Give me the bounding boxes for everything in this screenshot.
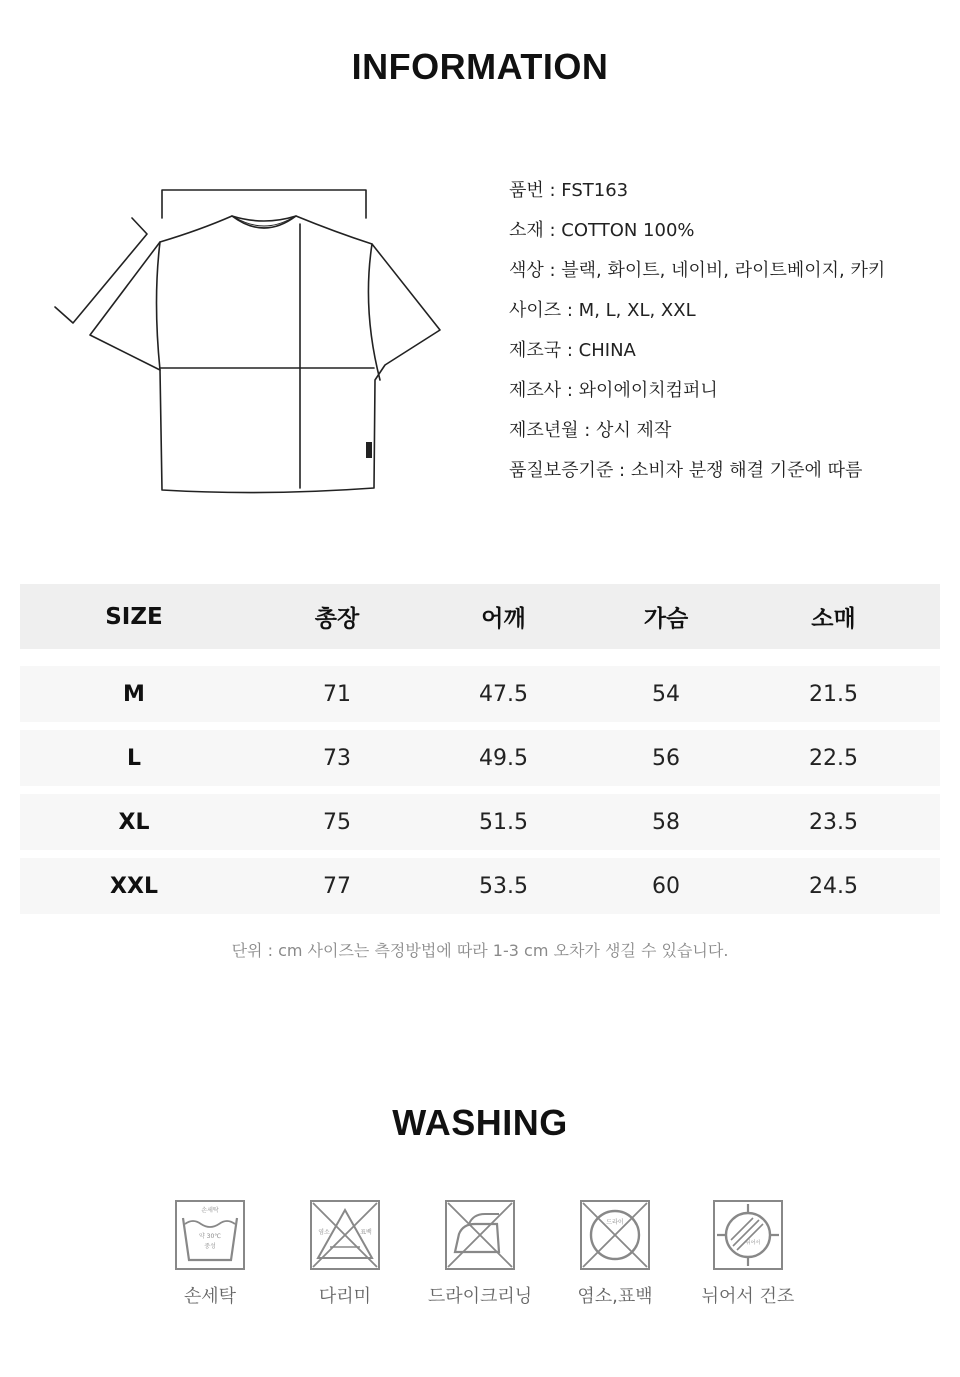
info-item-manufacture-date: 제조년월 : 상시 제작 [509, 420, 672, 441]
cell-length: 75 [323, 809, 351, 835]
cell-sleeve: 21.5 [809, 681, 858, 707]
wash-item-hand-wash [135, 1200, 285, 1308]
wash-label: 다리미 [318, 1286, 372, 1307]
size-table-header [20, 584, 940, 649]
info-item-product-code: 품번 : FST163 [509, 180, 629, 201]
wash-label: 손세탁 [183, 1286, 237, 1307]
cell-chest: 56 [652, 745, 680, 771]
cell-shoulder: 47.5 [479, 681, 528, 707]
washing-title: WASHING [392, 1102, 568, 1143]
cell-size: XXL [110, 873, 158, 899]
dry-flat-text: 뉘어서 [745, 1240, 761, 1246]
no-bleach-icon [310, 1200, 380, 1270]
cell-shoulder: 53.5 [479, 873, 528, 899]
hand-wash-temp: 약 30℃ [198, 1233, 222, 1240]
cell-sleeve: 24.5 [809, 873, 858, 899]
header-shoulder: 어깨 [481, 606, 526, 632]
header-chest: 가슴 [643, 606, 689, 632]
cell-shoulder: 51.5 [479, 809, 528, 835]
information-title: INFORMATION [351, 46, 609, 87]
cell-shoulder: 49.5 [479, 745, 528, 771]
cell-length: 73 [323, 745, 351, 771]
cell-length: 77 [323, 873, 351, 899]
wash-label: 염소,표백 [577, 1286, 653, 1307]
no-iron-icon [445, 1200, 515, 1270]
table-row [20, 666, 940, 722]
table-row [20, 858, 940, 914]
wash-item-dry-flat [673, 1200, 823, 1308]
info-item-manufacturer: 제조사 : 와이에이치컴퍼니 [509, 380, 718, 401]
size-note: 단위 : cm 사이즈는 측정방법에 따라 1-3 cm 오차가 생길 수 있습니다. [231, 941, 729, 960]
bleach-text-bleach: 표백 [360, 1229, 372, 1236]
table-row [20, 794, 940, 850]
cell-size: L [126, 745, 142, 771]
header-sleeve: 소매 [811, 606, 856, 632]
hand-wash-icon [175, 1200, 245, 1270]
header-length: 총장 [314, 606, 360, 632]
hand-wash-detergent: 중성 [204, 1243, 216, 1250]
info-item-colors: 색상 : 블랙, 화이트, 네이비, 라이트베이지, 카키 [509, 260, 886, 281]
size-table [20, 584, 940, 922]
hand-wash-text: 손세탁 [201, 1207, 219, 1214]
cell-chest: 54 [652, 681, 680, 707]
table-row [20, 730, 940, 786]
cell-sleeve: 22.5 [809, 745, 858, 771]
dry-clean-text: 드라이 [606, 1219, 624, 1226]
header-size: SIZE [105, 603, 163, 630]
wash-label: 뉘어서 건조 [701, 1286, 795, 1307]
info-item-sizes: 사이즈 : M, L, XL, XXL [509, 300, 696, 321]
info-item-quality-standard: 품질보증기준 : 소비자 분쟁 해결 기준에 따름 [509, 460, 863, 481]
cell-length: 71 [323, 681, 351, 707]
info-item-country: 제조국 : CHINA [509, 340, 636, 361]
wash-item-dry-cleaning [405, 1200, 555, 1308]
info-item-material: 소재 : COTTON 100% [509, 220, 695, 241]
cell-size: M [123, 681, 145, 707]
tshirt-measurement-diagram [50, 180, 450, 500]
no-dry-clean-icon [580, 1200, 650, 1270]
cell-chest: 58 [652, 809, 680, 835]
dry-flat-icon [713, 1200, 783, 1270]
product-info-list [509, 176, 885, 496]
bleach-text-chlorine: 염소 [318, 1229, 330, 1236]
wash-item-iron [270, 1200, 420, 1308]
cell-chest: 60 [652, 873, 680, 899]
wash-item-bleach [540, 1200, 690, 1308]
cell-size: XL [118, 809, 150, 835]
cell-sleeve: 23.5 [809, 809, 858, 835]
wash-label: 드라이크리닝 [427, 1286, 533, 1307]
